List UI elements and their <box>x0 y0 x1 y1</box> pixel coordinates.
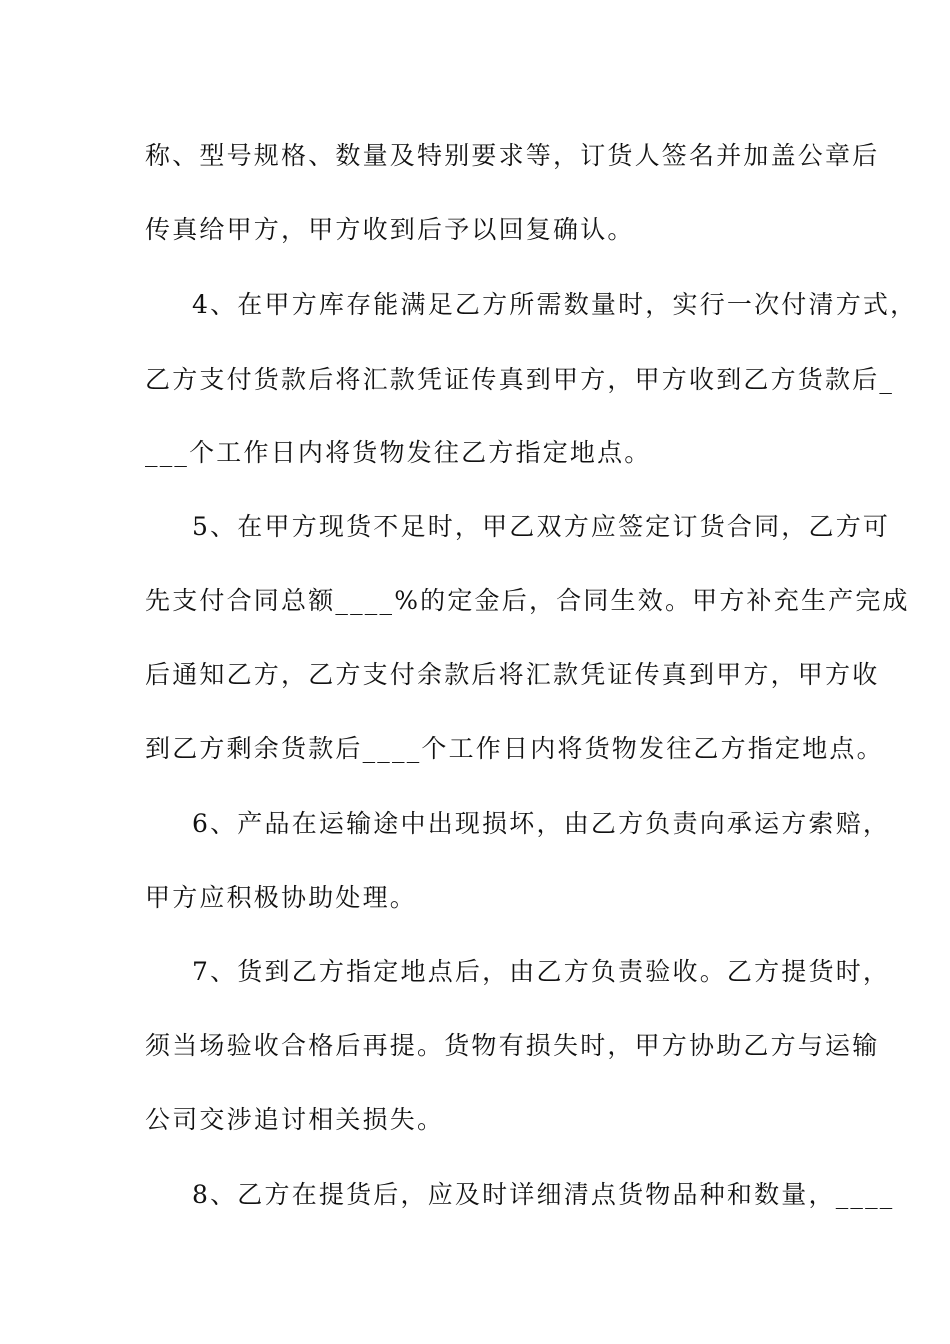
text-line: ___个工作日内将货物发往乙方指定地点。 <box>145 438 652 467</box>
clause-6-start: 6、产品在运输途中出现损坏，由乙方负责向承运方索赔， <box>192 809 891 838</box>
text-line: 须当场验收合格后再提。货物有损失时，甲方协助乙方与运输 <box>145 1031 880 1060</box>
clause-7-start: 7、货到乙方指定地点后，由乙方负责验收。乙方提货时， <box>192 957 891 986</box>
clause-5-start: 5、在甲方现货不足时，甲乙双方应签定订货合同，乙方可 <box>192 512 891 541</box>
text-line: 称、型号规格、数量及特别要求等，订货人签名并加盖公章后 <box>145 141 880 170</box>
clause-8-start: 8、乙方在提货后，应及时详细清点货物品种和数量，____ <box>192 1180 895 1209</box>
text-line: 到乙方剩余货款后____个工作日内将货物发往乙方指定地点。 <box>145 734 884 763</box>
text-line: 公司交涉追讨相关损失。 <box>145 1105 445 1134</box>
text-line: 甲方应积极协助处理。 <box>145 883 418 912</box>
text-line: 传真给甲方，甲方收到后予以回复确认。 <box>145 215 635 244</box>
text-line: 乙方支付货款后将汇款凭证传真到甲方，甲方收到乙方货款后_ <box>145 365 895 394</box>
text-line: 后通知乙方，乙方支付余款后将汇款凭证传真到甲方，甲方收 <box>145 660 880 689</box>
clause-4-start: 4、在甲方库存能满足乙方所需数量时，实行一次付清方式， <box>192 290 918 319</box>
text-line: 先支付合同总额____%的定金后，合同生效。甲方补充生产完成 <box>145 586 910 615</box>
